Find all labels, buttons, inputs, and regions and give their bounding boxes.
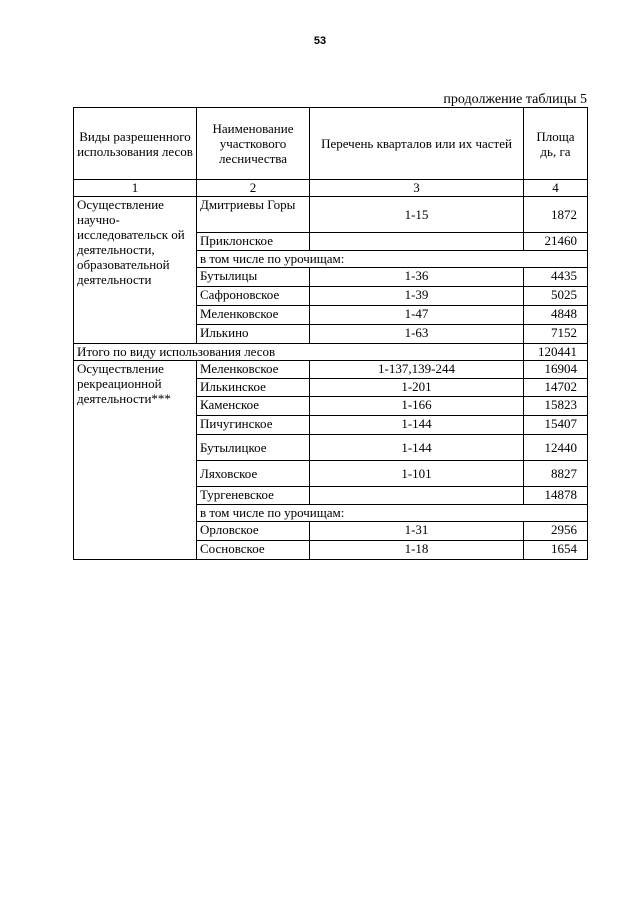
quarters: 1-15 — [310, 197, 524, 233]
area: 8827 — [524, 461, 588, 487]
tract-name: Орловское — [197, 522, 310, 541]
forestry-name: Дмитриевы Горы — [197, 197, 310, 233]
area: 2956 — [524, 522, 588, 541]
total-area: 120441 — [524, 344, 588, 361]
table-row — [74, 361, 588, 379]
quarters: 1-101 — [310, 461, 524, 487]
quarters: 1-36 — [310, 268, 524, 287]
tract-name: Илькино — [197, 325, 310, 344]
subheader: в том числе по урочищам: — [197, 505, 588, 522]
area: 4848 — [524, 306, 588, 325]
column-number: 4 — [524, 180, 588, 197]
tract-name: Меленковское — [197, 306, 310, 325]
forestry-name: Илькинское — [197, 379, 310, 397]
area: 14878 — [524, 487, 588, 505]
header-row — [74, 108, 588, 180]
area: 1872 — [524, 197, 588, 233]
tract-name: Сафроновское — [197, 287, 310, 306]
area: 4435 — [524, 268, 588, 287]
quarters: 1-144 — [310, 416, 524, 435]
header-area: Площа дь, га — [524, 108, 588, 180]
quarters: 1-144 — [310, 435, 524, 461]
use-type-research: Осуществление научно- исследовательск ой деятельности, образовательной деятельности — [74, 197, 197, 344]
tract-name: Бутылицы — [197, 268, 310, 287]
quarters: 1-18 — [310, 541, 524, 560]
header-forestry: Наименование участкового лесничества — [197, 108, 310, 180]
quarters: 1-39 — [310, 287, 524, 306]
quarters: 1-137,139-244 — [310, 361, 524, 379]
header-quarters: Перечень кварталов или их частей — [310, 108, 524, 180]
header-use-type: Виды разрешенного использования лесов — [74, 108, 197, 180]
column-number: 3 — [310, 180, 524, 197]
forestry-name: Ляховское — [197, 461, 310, 487]
forestry-name: Пичугинское — [197, 416, 310, 435]
forestry-name: Каменское — [197, 397, 310, 416]
area: 7152 — [524, 325, 588, 344]
total-label: Итого по виду использования лесов — [74, 344, 524, 361]
forestry-name: Бутылицкое — [197, 435, 310, 461]
area: 15823 — [524, 397, 588, 416]
column-number-row — [74, 180, 588, 197]
forestry-name: Приклонское — [197, 233, 310, 251]
page-number: 53 — [313, 35, 327, 47]
quarters: 1-31 — [310, 522, 524, 541]
quarters: 1-166 — [310, 397, 524, 416]
column-number: 2 — [197, 180, 310, 197]
table-row — [74, 197, 588, 233]
table-caption: продолжение таблицы 5 — [443, 92, 587, 107]
area: 16904 — [524, 361, 588, 379]
tract-name: Сосновское — [197, 541, 310, 560]
use-type-recreation: Осуществление рекреационной деятельности*** — [74, 361, 197, 560]
area: 1654 — [524, 541, 588, 560]
subheader: в том числе по урочищам: — [197, 251, 588, 268]
quarters: 1-63 — [310, 325, 524, 344]
area: 15407 — [524, 416, 588, 435]
quarters — [310, 233, 524, 251]
quarters: 1-201 — [310, 379, 524, 397]
forest-use-table — [73, 107, 588, 560]
area: 14702 — [524, 379, 588, 397]
quarters — [310, 487, 524, 505]
forestry-name: Тургеневское — [197, 487, 310, 505]
column-number: 1 — [74, 180, 197, 197]
total-row — [74, 344, 588, 361]
forestry-name: Меленковское — [197, 361, 310, 379]
area: 12440 — [524, 435, 588, 461]
area: 5025 — [524, 287, 588, 306]
quarters: 1-47 — [310, 306, 524, 325]
area: 21460 — [524, 233, 588, 251]
